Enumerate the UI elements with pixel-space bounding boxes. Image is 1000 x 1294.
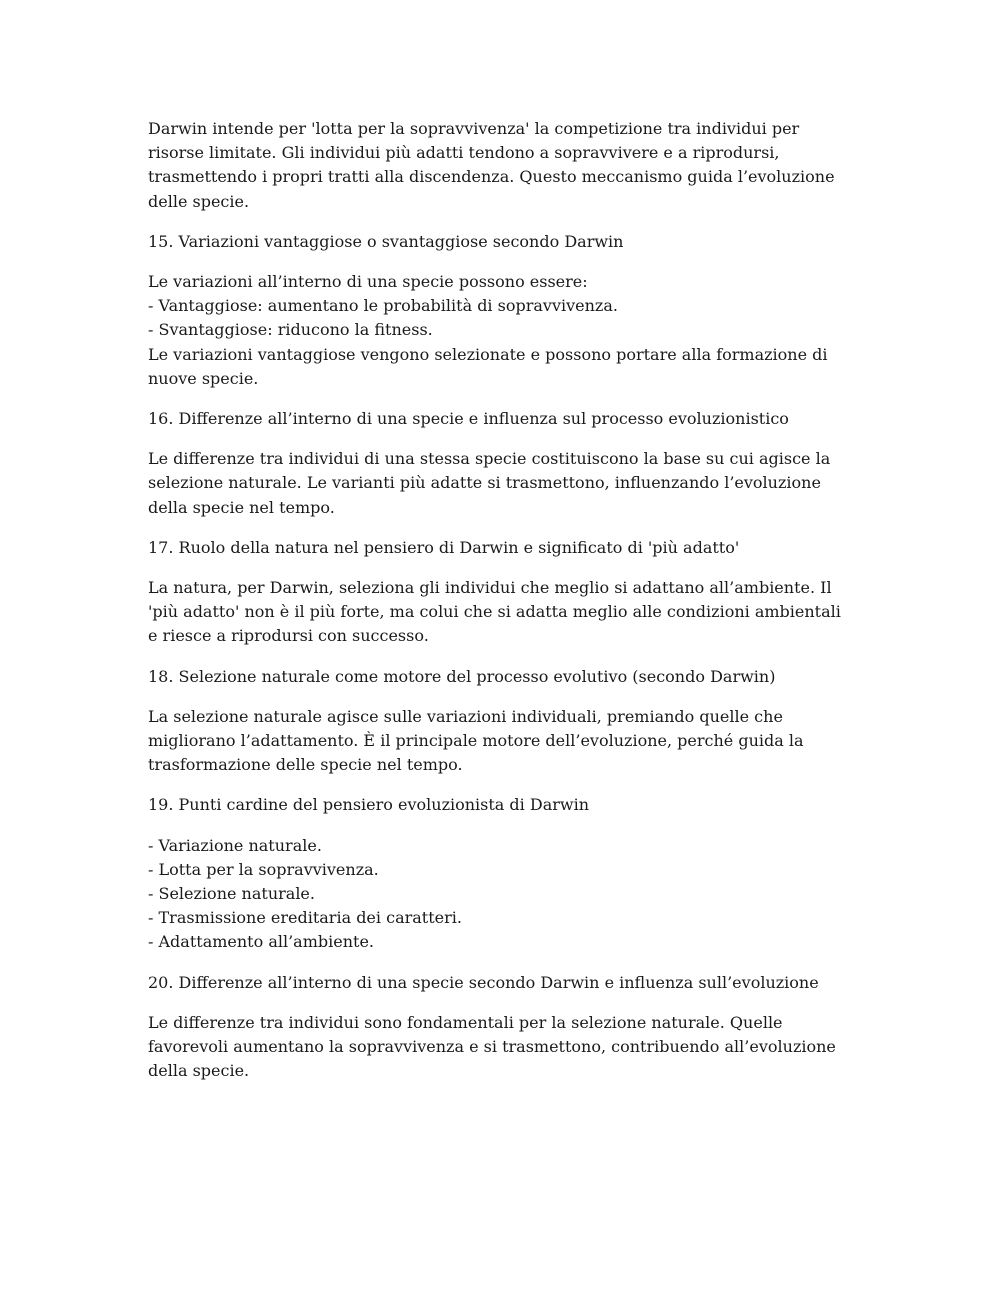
body-line: Le variazioni vantaggiose vengono selezionate e possono portare alla formazione di nuove specie. xyxy=(148,344,828,388)
document-page xyxy=(148,117,848,1100)
section-heading-15: 15. Variazioni vantaggiose o svantaggiose secondo Darwin xyxy=(148,231,624,251)
list-item: - Trasmissione ereditaria dei caratteri. xyxy=(148,908,462,928)
section-body-17: La natura, per Darwin, seleziona gli individui che meglio si adattano all’ambiente. Il 'più adatto' non è il più forte, ma colui che si adatta meglio alle condizioni ambientali e riesce a riprodursi con successo. xyxy=(148,578,841,646)
body-line: Le variazioni all’interno di una specie possono essere: xyxy=(148,272,588,292)
section-heading-16: 16. Differenze all’interno di una specie e influenza sul processo evoluzionistico xyxy=(148,409,789,429)
section-heading-18: 18. Selezione naturale come motore del processo evolutivo (secondo Darwin) xyxy=(148,666,776,686)
list-item: - Vantaggiose: aumentano le probabilità di sopravvivenza. xyxy=(148,296,618,316)
list-item: - Adattamento all’ambiente. xyxy=(148,932,375,952)
section-body-20: Le differenze tra individui sono fondamentali per la selezione naturale. Quelle favorevoli aumentano la sopravvivenza e si trasmettono, contribuendo all’evoluzione della specie. xyxy=(148,1012,836,1081)
list-item: - Lotta per la sopravvivenza. xyxy=(148,859,379,879)
section-body-19 xyxy=(148,834,848,955)
list-item: - Svantaggiose: riducono la fitness. xyxy=(148,320,433,340)
section-body-15 xyxy=(148,270,848,391)
list-item: - Selezione naturale. xyxy=(148,884,315,904)
list-item: - Variazione naturale. xyxy=(148,835,322,855)
intro-paragraph: Darwin intende per 'lotta per la sopravvivenza' la competizione tra individui per risorse limitate. Gli individui più adatti tendono a sopravvivere e a riprodursi, trasmettendo i propri tratti alla discendenza. Questo meccanismo guida l’evoluzione delle specie. xyxy=(148,119,835,211)
section-heading-17: 17. Ruolo della natura nel pensiero di Darwin e significato di 'più adatto' xyxy=(148,537,740,557)
section-body-16: Le differenze tra individui di una stessa specie costituiscono la base su cui agisce la selezione naturale. Le varianti più adatte si trasmettono, influenzando l’evoluzione della specie nel tempo. xyxy=(148,449,831,517)
section-body-18: La selezione naturale agisce sulle variazioni individuali, premiando quelle che migliorano l’adattamento. È il principale motore dell’evoluzione, perché guida la trasformazione delle specie nel tempo. xyxy=(148,706,804,775)
section-heading-19: 19. Punti cardine del pensiero evoluzionista di Darwin xyxy=(148,795,590,815)
section-heading-20: 20. Differenze all’interno di una specie secondo Darwin e influenza sull’evoluzione xyxy=(148,972,819,992)
